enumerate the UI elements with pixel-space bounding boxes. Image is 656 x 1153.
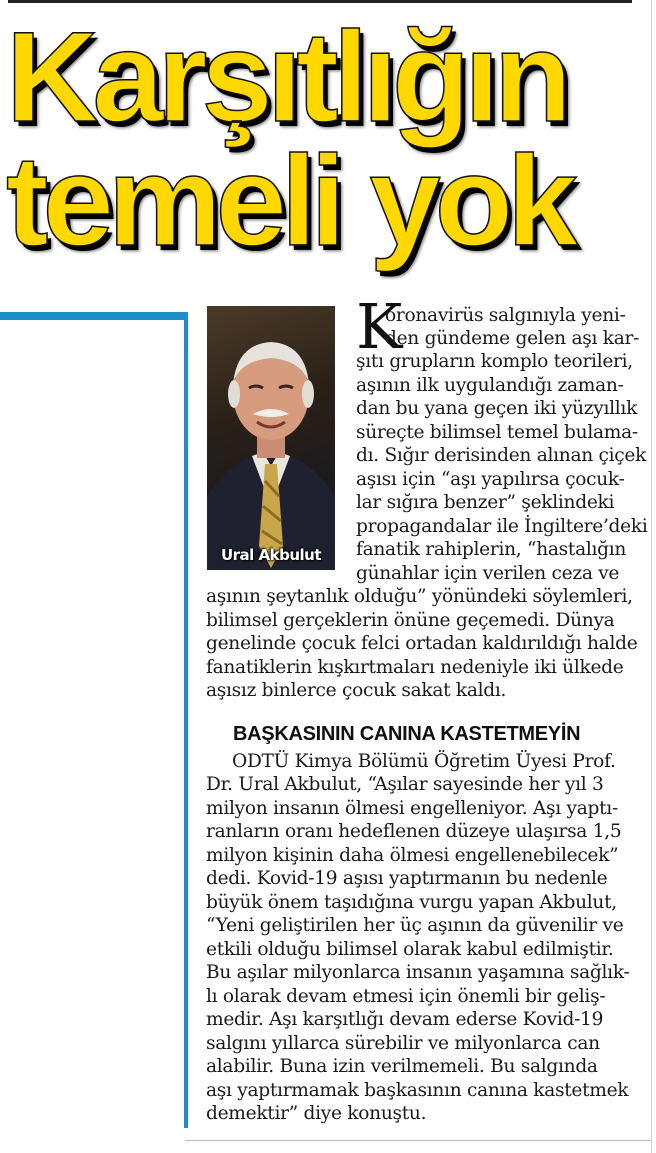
body-line: büyük önem taşıdığına vurgu yapan Akbulut, <box>206 892 617 913</box>
body-line: medir. Aşı karşıtlığı devam ederse Kovid-19 <box>206 1009 604 1030</box>
body-line: etkili olduğu bilimsel olarak kabul edilmiştir. <box>206 939 614 960</box>
headline <box>6 6 646 273</box>
lead-line: lar sığıra benzer” şeklindeki <box>356 492 615 513</box>
body-line: aşı yaptırmamak başkasının canına kastetmek <box>206 1080 629 1101</box>
body-line: “Yeni geliştirilen her üç aşının da güvenilir ve <box>206 915 624 936</box>
lead-line: propagandalar ile İngiltere’deki <box>356 516 648 537</box>
lead-line: aşının ilk uygulandığı zaman- <box>356 375 624 396</box>
lead-line: den gündeme gelen aşı kar- <box>385 328 640 349</box>
lead-line: bilimsel gerçeklerin önüne geçemedi. Dünya <box>206 610 615 631</box>
lead-line: oronavirüs salgınıyla yeni- <box>385 305 626 326</box>
lead-line: dı. Sığır derisinden alınan çiçek <box>356 445 647 466</box>
body-line: ranların oranı hedeflenen düzeye ulaşırsa 1,5 <box>206 821 622 842</box>
headline-line-1: Karşıtlığın <box>6 6 566 149</box>
body-line: ODTÜ Kimya Bölümü Öğretim Üyesi Prof. <box>232 751 616 772</box>
body-line: salgını yıllarca sürebilir ve milyonlarca can <box>206 1033 600 1054</box>
body-line: milyon kişinin daha ölmesi engellenebilecek” <box>206 845 619 866</box>
body-line: Bu aşılar milyonlarca insanın yaşamına sağlık- <box>206 962 630 983</box>
body-line: Dr. Ural Akbulut, “Aşılar sayesinde her yıl 3 <box>206 774 604 795</box>
subheading: BAŞKASININ CANINA KASTETMEYİN <box>233 723 581 745</box>
accent-bar <box>0 312 188 320</box>
accent-line <box>184 320 188 1128</box>
lead-line: aşının şeytanlık olduğu” yönündeki söylemleri, <box>206 586 633 607</box>
lead-line: dan bu yana geçen iki yüzyıllık <box>356 398 638 419</box>
lead-line: genelinde çocuk felci ortadan kaldırıldığı halde <box>206 633 638 654</box>
lead-line: süreçte bilimsel temel bulama- <box>356 422 638 443</box>
portrait-illustration <box>207 306 335 570</box>
author-photo <box>207 306 335 570</box>
lead-line: günahlar için verilen ceza ve <box>356 563 620 584</box>
top-rule <box>8 0 632 3</box>
body-line: alabilir. Buna izin verilmemeli. Bu salgında <box>206 1056 598 1077</box>
body-line: demektir” diye konuştu. <box>206 1103 427 1124</box>
drop-cap: K <box>356 290 403 363</box>
lead-line: fanatik rahiplerin, “hastalığın <box>356 539 627 560</box>
headline-line-2: temeli yok <box>6 130 573 273</box>
photo-caption: Ural Akbulut <box>220 546 322 564</box>
body-line: dedi. Kovid-19 aşısı yaptırmanın bu nedenle <box>206 868 608 889</box>
lead-line: aşısı için “aşı yapılırsa çocuk- <box>356 469 625 490</box>
lead-line: fanatiklerin kışkırtmaları nedeniyle iki ülkede <box>206 657 624 678</box>
column-edge-rule <box>651 0 652 1153</box>
lead-line: aşısız binlerce çocuk sakat kaldı. <box>206 680 507 701</box>
lead-line: şıtı grupların komplo teorileri, <box>356 351 633 372</box>
bottom-rule <box>185 1140 651 1141</box>
body-line: lı olarak devam etmesi için önemli bir geliş- <box>206 986 606 1007</box>
body-line: milyon insanın ölmesi engelleniyor. Aşı yaptı- <box>206 798 618 819</box>
